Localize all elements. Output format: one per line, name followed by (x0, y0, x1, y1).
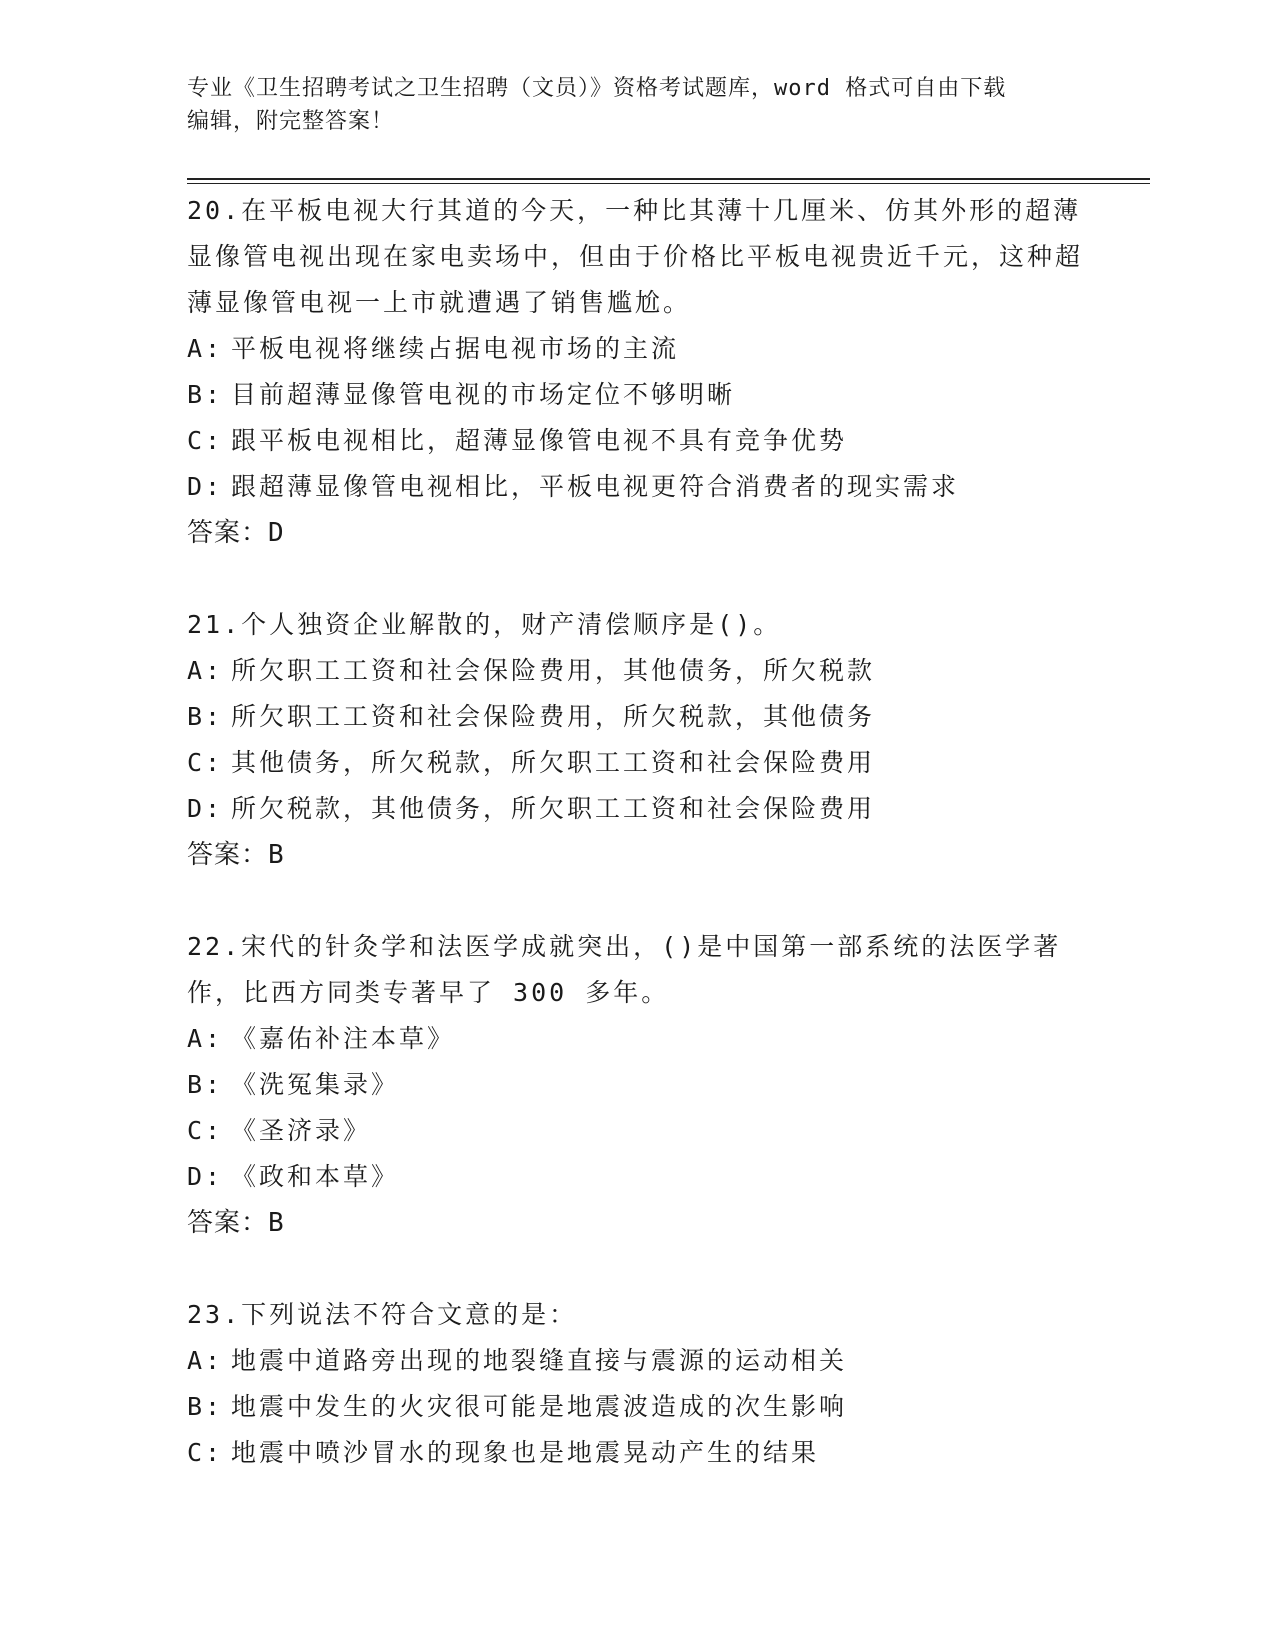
option-d (187, 786, 1087, 832)
option-a (187, 1338, 1087, 1384)
option-text: 《洗冤集录》 (231, 1070, 400, 1099)
option-text: 《嘉佑补注本草》 (231, 1024, 456, 1053)
answer-label: 答案：D (187, 518, 285, 548)
option-a (187, 326, 1087, 372)
option-b (187, 694, 1087, 740)
option-b (187, 1062, 1087, 1108)
header-line-2: 编辑，附完整答案！ (187, 109, 395, 134)
option-key: A: (187, 334, 224, 363)
option-text: 《政和本草》 (231, 1162, 400, 1191)
option-key: D: (187, 794, 224, 823)
option-key: B: (187, 380, 224, 409)
option-b (187, 1384, 1087, 1430)
option-key: A: (187, 1346, 224, 1375)
option-key: B: (187, 702, 224, 731)
question-stem: 22.宋代的针灸学和法医学成就突出，()是中国第一部系统的法医学著作，比西方同类专著早了 300 多年。 (187, 932, 1062, 1007)
option-b (187, 372, 1087, 418)
option-text: 地震中发生的火灾很可能是地震波造成的次生影响 (231, 1392, 848, 1421)
option-key: A: (187, 1024, 224, 1053)
option-key: C: (187, 748, 224, 777)
header-divider-thin (187, 183, 1150, 184)
option-text: 所欠职工工资和社会保险费用，所欠税款，其他债务 (231, 702, 876, 731)
question-22 (187, 924, 1087, 1246)
option-c (187, 740, 1087, 786)
option-text: 其他债务，所欠税款，所欠职工工资和社会保险费用 (231, 748, 876, 777)
option-d (187, 464, 1087, 510)
option-text: 平板电视将继续占据电视市场的主流 (231, 334, 680, 363)
option-key: C: (187, 1116, 224, 1145)
answer-label: 答案：B (187, 840, 285, 870)
option-key: B: (187, 1392, 224, 1421)
question-stem: 21.个人独资企业解散的，财产清偿顺序是()。 (187, 610, 782, 639)
option-text: 所欠职工工资和社会保险费用，其他债务，所欠税款 (231, 656, 876, 685)
question-stem: 20.在平板电视大行其道的今天，一种比其薄十几厘米、仿其外形的超薄显像管电视出现在家电卖场中，但由于价格比平板电视贵近千元，这种超薄显像管电视一上市就遭遇了销售尴尬。 (187, 196, 1084, 317)
option-c (187, 418, 1087, 464)
option-text: 跟超薄显像管电视相比，平板电视更符合消费者的现实需求 (231, 472, 960, 501)
header-divider-thick (187, 178, 1150, 180)
document-header (187, 72, 1087, 138)
question-stem: 23.下列说法不符合文意的是： (187, 1300, 578, 1329)
answer-label: 答案：B (187, 1208, 285, 1238)
option-text: 《圣济录》 (231, 1116, 372, 1145)
option-c (187, 1108, 1087, 1154)
option-d (187, 1154, 1087, 1200)
option-key: C: (187, 426, 224, 455)
option-text: 跟平板电视相比，超薄显像管电视不具有竞争优势 (231, 426, 848, 455)
question-23 (187, 1292, 1087, 1476)
question-21 (187, 602, 1087, 878)
question-list (187, 188, 1087, 1522)
option-key: A: (187, 656, 224, 685)
option-c (187, 1430, 1087, 1476)
option-text: 地震中喷沙冒水的现象也是地震晃动产生的结果 (231, 1438, 820, 1467)
option-text: 目前超薄显像管电视的市场定位不够明晰 (231, 380, 736, 409)
option-key: D: (187, 472, 224, 501)
option-key: C: (187, 1438, 224, 1467)
option-a (187, 1016, 1087, 1062)
option-text: 地震中道路旁出现的地裂缝直接与震源的运动相关 (231, 1346, 848, 1375)
header-line-1: 专业《卫生招聘考试之卫生招聘（文员）》资格考试题库，word 格式可自由下载 (187, 76, 1007, 101)
option-text: 所欠税款，其他债务，所欠职工工资和社会保险费用 (231, 794, 876, 823)
question-20 (187, 188, 1087, 556)
option-key: D: (187, 1162, 224, 1191)
option-a (187, 648, 1087, 694)
option-key: B: (187, 1070, 224, 1099)
